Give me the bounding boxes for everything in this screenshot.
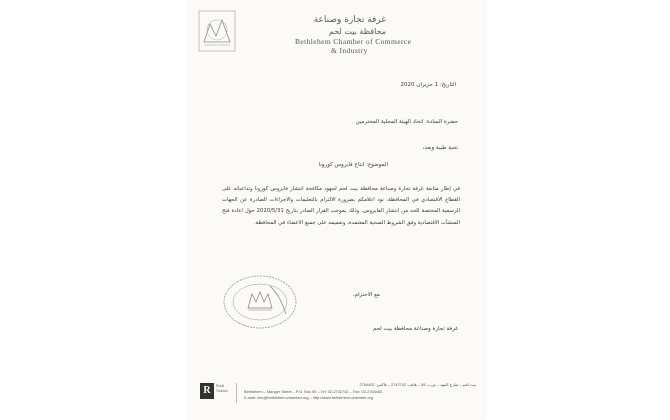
letter-closing: مع الاحترام، (352, 292, 380, 298)
header-english-line2: & Industry (331, 46, 368, 55)
header-arabic-line2: محافظة بيت لحم (328, 27, 386, 36)
letter-page (188, 0, 486, 420)
header-arabic-line1: غرفة تجارة وصناعة (313, 15, 386, 25)
letter-subject: الموضوع: انتاج فايروس كورونا (318, 162, 388, 168)
chamber-logo-icon (198, 10, 236, 52)
official-stamp-icon (220, 272, 300, 332)
header-english (295, 37, 425, 55)
header-arabic (236, 14, 386, 38)
header-english-line1: Bethlehem Chamber of Commerce (295, 37, 412, 46)
letter-signoff: غرفة تجارة وصناعة محافظة بيت لحم (372, 326, 458, 332)
footer-line-arabic: بيت لحم – شارع المهد – ص.ب 59 – هاتف: 2742742 – فاكس: 2764402 (359, 382, 476, 387)
letter-body: في إطار متابعة غرفة تجارة وصناعة محافظة بيت لحم لجهود مكافحة انتشار فايروس كورونا وتداعياته على القطاع الاقتصادي في المحافظة، نود اعلامكم بضرورة الالتزام بالتعليمات والاجراءات الصادرة عن الجهات الرسمية المختصة للحد من انتشار الفايروس، وذلك بموجب القرار الصادر بتاريخ 2020/5/31 حول اعادة فتح المنشآت الاقتصادية وفق الشروط الصحية المعتمدة، وتعميمه على جميع الاعضاء في المحافظة. (222, 186, 460, 226)
footer-line-address: Bethlehem – Manger Street – P.O. Box 59 – Tel: 02-2742742 – Fax: 02-2764402 (244, 388, 383, 394)
footer-line-web: E-mail: info@bethlehem-chamber.org – http://www.bethlehem-chamber.org (244, 395, 373, 401)
letter-addressee: حضرة السادة: اتحاد الهيئة المحلية المحترمين (355, 119, 458, 125)
letter-greeting: تحية طيبة وبعد، (422, 145, 458, 151)
rural-tourism-logo-icon: R (200, 383, 214, 399)
letter-date: التاريخ: 1 حزيران 2020 (400, 82, 456, 88)
footer-divider (236, 383, 237, 403)
footer-logo-caption: Rural Tourism (216, 384, 228, 393)
footer-contact (244, 382, 476, 402)
